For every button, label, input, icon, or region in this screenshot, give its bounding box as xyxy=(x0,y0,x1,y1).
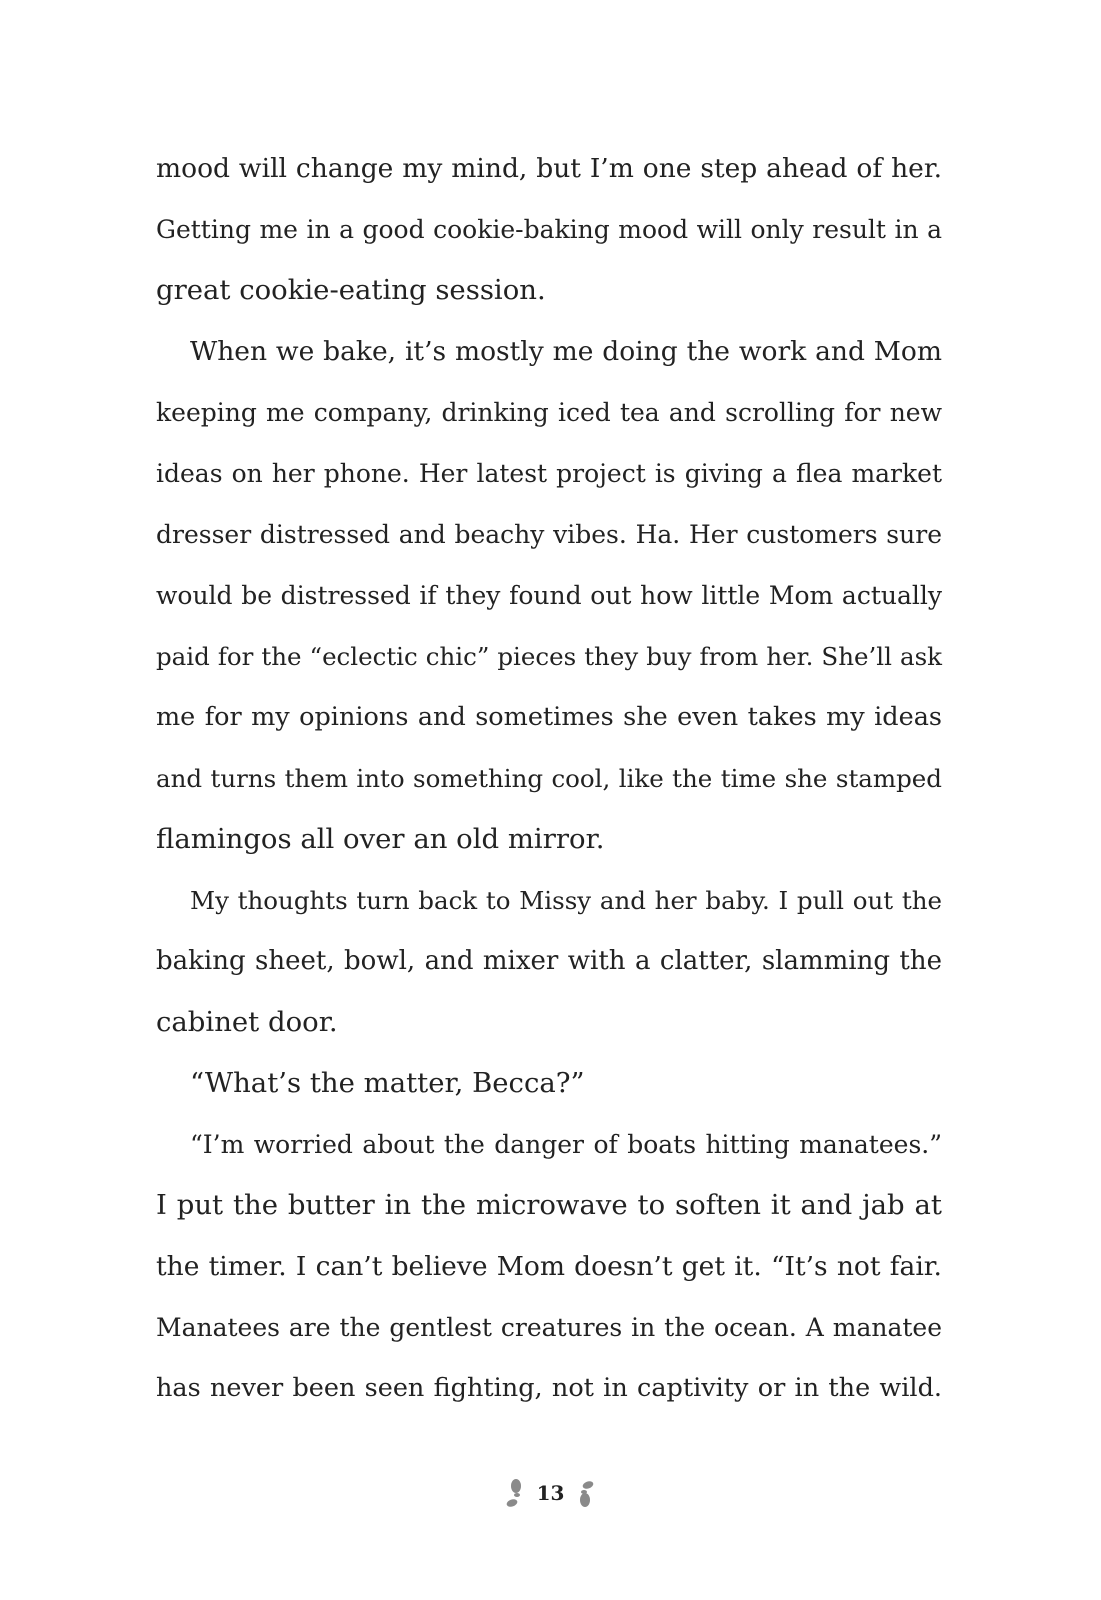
text-line: My thoughts turn back to Missy and her baby. I pull out the xyxy=(190,886,942,915)
text-line: When we bake, it’s mostly me doing the work and Mom xyxy=(190,336,942,367)
page-footer xyxy=(0,1478,1101,1508)
text-line: “I’m worried about the danger of boats hitting manatees.” xyxy=(190,1130,942,1159)
text-line: keeping me company, drinking iced tea and scrolling for new xyxy=(156,398,942,427)
text-line: great cookie-eating session. xyxy=(156,274,546,306)
text-line: the timer. I can’t believe Mom doesn’t get it. “It’s not fair. xyxy=(156,1251,942,1282)
text-line: and turns them into something cool, like the time she stamped xyxy=(156,764,942,793)
footprints-icon xyxy=(505,1478,527,1508)
text-line: flamingos all over an old mirror. xyxy=(156,823,605,855)
footprints-icon xyxy=(574,1478,596,1508)
text-line: paid for the “eclectic chic” pieces they buy from her. She’ll ask xyxy=(156,642,942,671)
text-line: “What’s the matter, Becca?” xyxy=(190,1067,585,1099)
page-number: 13 xyxy=(536,1481,565,1505)
text-line: dresser distressed and beachy vibes. Ha. Her customers sure xyxy=(156,520,942,549)
page-body xyxy=(156,138,942,1419)
text-line: ideas on her phone. Her latest project is giving a flea market xyxy=(156,459,942,488)
text-line: baking sheet, bowl, and mixer with a clatter, slamming the xyxy=(156,946,942,976)
text-line: Manatees are the gentlest creatures in the ocean. A manatee xyxy=(156,1313,942,1342)
text-line: I put the butter in the microwave to soften it and jab at xyxy=(156,1189,942,1221)
text-line: Getting me in a good cookie-baking mood will only result in a xyxy=(156,215,942,244)
text-line: would be distressed if they found out how little Mom actually xyxy=(156,581,942,610)
text-line: cabinet door. xyxy=(156,1006,338,1038)
text-line: me for my opinions and sometimes she even takes my ideas xyxy=(156,702,942,732)
text-line: has never been seen fighting, not in captivity or in the wild. xyxy=(156,1373,942,1403)
text-line: mood will change my mind, but I’m one step ahead of her. xyxy=(156,153,942,184)
